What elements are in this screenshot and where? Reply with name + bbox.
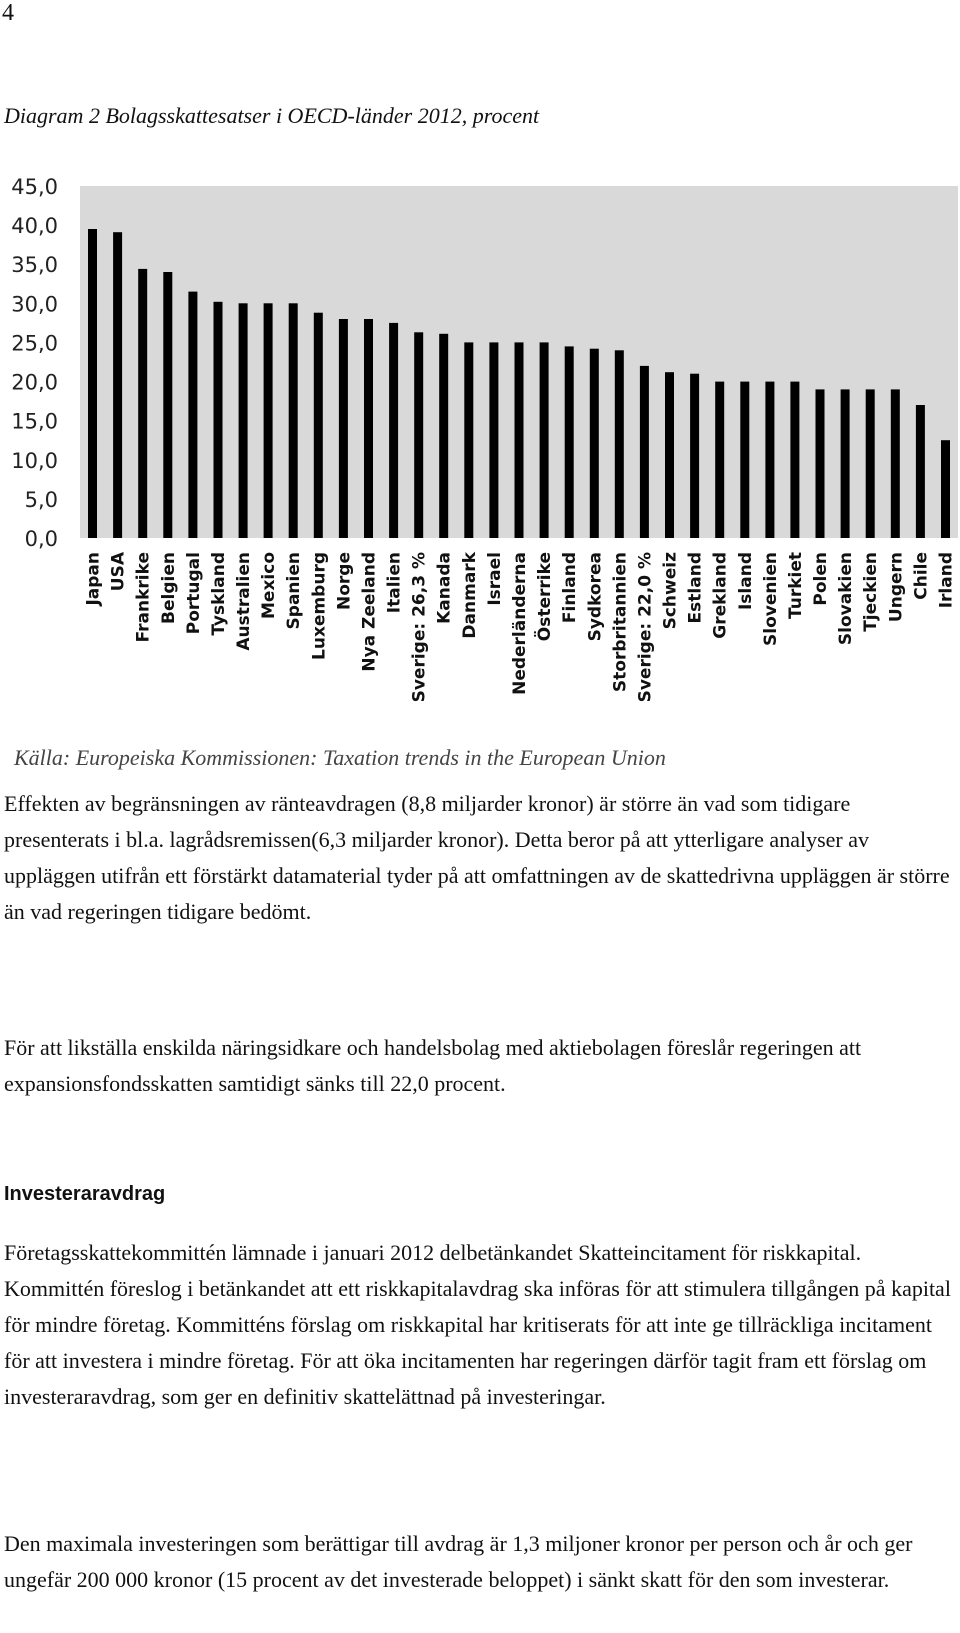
category-label: Luxemburg [309,552,330,660]
category-label: Nederländerna [510,552,530,695]
chart-caption: Diagram 2 Bolagsskattesatser i OECD-länder 2012, procent [4,103,540,128]
bar [188,292,197,538]
bar [715,382,724,538]
category-label: Irland [936,552,957,609]
y-tick-label: 40,0 [11,214,58,239]
category-label: Slovakien [836,552,857,646]
section-heading: Investeraravdrag [4,1183,166,1205]
bar [740,382,749,538]
category-label: Ungern [886,552,907,623]
category-label: Kanada [434,552,455,624]
bar [790,382,799,538]
category-label: Schweiz [660,552,681,630]
y-tick-label: 25,0 [11,331,58,356]
category-label: Nya Zeeland [359,552,380,672]
chart-source: Källa: Europeiska Kommissionen: Taxation trends in the European Union [14,745,666,770]
bar [239,303,248,538]
bar [690,374,699,538]
bar [640,366,649,538]
category-label: Storbritannien [610,552,631,693]
category-label: Österrike [535,552,556,642]
category-label: Grekland [710,552,731,639]
bar [866,389,875,538]
category-label: Australien [234,552,255,651]
bar [941,440,950,538]
category-label: Slovenien [760,552,781,646]
category-label: Tyskland [209,552,229,636]
category-label: Sydkorea [585,552,606,642]
category-label: Sverige: 22,0 % [635,552,656,703]
category-label: Polen [811,552,831,606]
bar [916,405,925,538]
bar [439,334,448,538]
bar [364,319,373,538]
bar [590,349,599,538]
category-label: Japan [83,552,104,606]
category-label: Tjeckien [861,552,882,632]
y-tick-label: 5,0 [24,487,58,512]
category-label: Spanien [284,552,305,630]
bar [214,302,223,538]
y-tick-label: 45,0 [11,175,58,199]
bar [816,389,825,538]
category-label: USA [108,552,129,592]
bar [565,346,574,538]
category-label: Portugal [183,552,204,635]
category-label: Chile [911,552,932,600]
category-label: Belgien [158,552,179,624]
bar [163,272,172,538]
category-label: Island [735,552,756,611]
bar [389,323,398,538]
y-tick-label: 10,0 [11,448,58,473]
y-tick-label: 35,0 [11,253,58,278]
bar [515,342,524,538]
bar [314,313,323,538]
category-label: Finland [560,552,581,624]
y-tick-label: 15,0 [11,409,58,434]
bar [113,232,122,538]
category-label: Mexico [259,552,280,619]
page-number: 4 [2,0,14,26]
y-tick-label: 20,0 [11,370,58,395]
bar [138,269,147,538]
bar [464,342,473,538]
bar [289,303,298,538]
paragraph-expansion-fund: För att likställa enskilda näringsidkare och handelsbolag med aktiebolagen föreslår regeringen att expansionsfondsskatten samtidigt sänks till 22,0 procent. [4,1035,862,1096]
bar [264,303,273,538]
bar [841,389,850,538]
category-label: Italien [384,552,405,614]
category-label: Sverige: 26,3 % [409,552,430,703]
bar [414,332,423,538]
category-label: Israel [484,552,505,606]
category-label: Frankrike [133,552,154,643]
bar [489,342,498,538]
bar [665,372,674,538]
category-label: Norge [334,552,355,610]
paragraph-max-investment: Den maximala investeringen som berättigar till avdrag är 1,3 miljoner kronor per person och år och ger ungefär 200 000 kronor (15 procent av det investerade beloppet) i sänkt skatt för den som investerar. [4,1531,913,1592]
category-label: Estland [685,552,706,624]
paragraph-investor-deduction: Företagsskattekommittén lämnade i januari 2012 delbetänkandet Skatteincitament för riskkapital. Kommittén föreslog i betänkandet att ett riskkapitalavdrag ska införas för att stimulera tillgången på kapital för mindre företag. Kommitténs förslag om riskkapital har kritiserats för att inte ge tillräckliga incitament för att investera i mindre företag. För att öka incitamenten har regeringen därför tagit fram ett förslag om investeraravdrag, som ger en definitiv skattelättnad på investeringar. [4,1240,951,1409]
bar [891,389,900,538]
bar [765,382,774,538]
bar-chart [0,170,960,740]
bar [615,350,624,538]
bar [540,342,549,538]
category-label: Danmark [459,552,480,639]
y-tick-label: 0,0 [24,527,58,551]
bar [88,229,97,538]
category-label: Turkiet [785,552,806,620]
y-tick-label: 30,0 [11,292,58,317]
bar [339,319,348,538]
paragraph-interest-deduction: Effekten av begränsningen av ränteavdragen (8,8 miljarder kronor) är större än vad som tidigare presenterats i bl.a. lagrådsremissen(6,3 miljarder kronor). Detta beror på att ytterligare analyser av uppläggen utifrån ett förstärkt datamaterial tyder på att omfattningen av de skattedrivna uppläggen är större än vad regeringen tidigare bedömt. [4,791,950,924]
